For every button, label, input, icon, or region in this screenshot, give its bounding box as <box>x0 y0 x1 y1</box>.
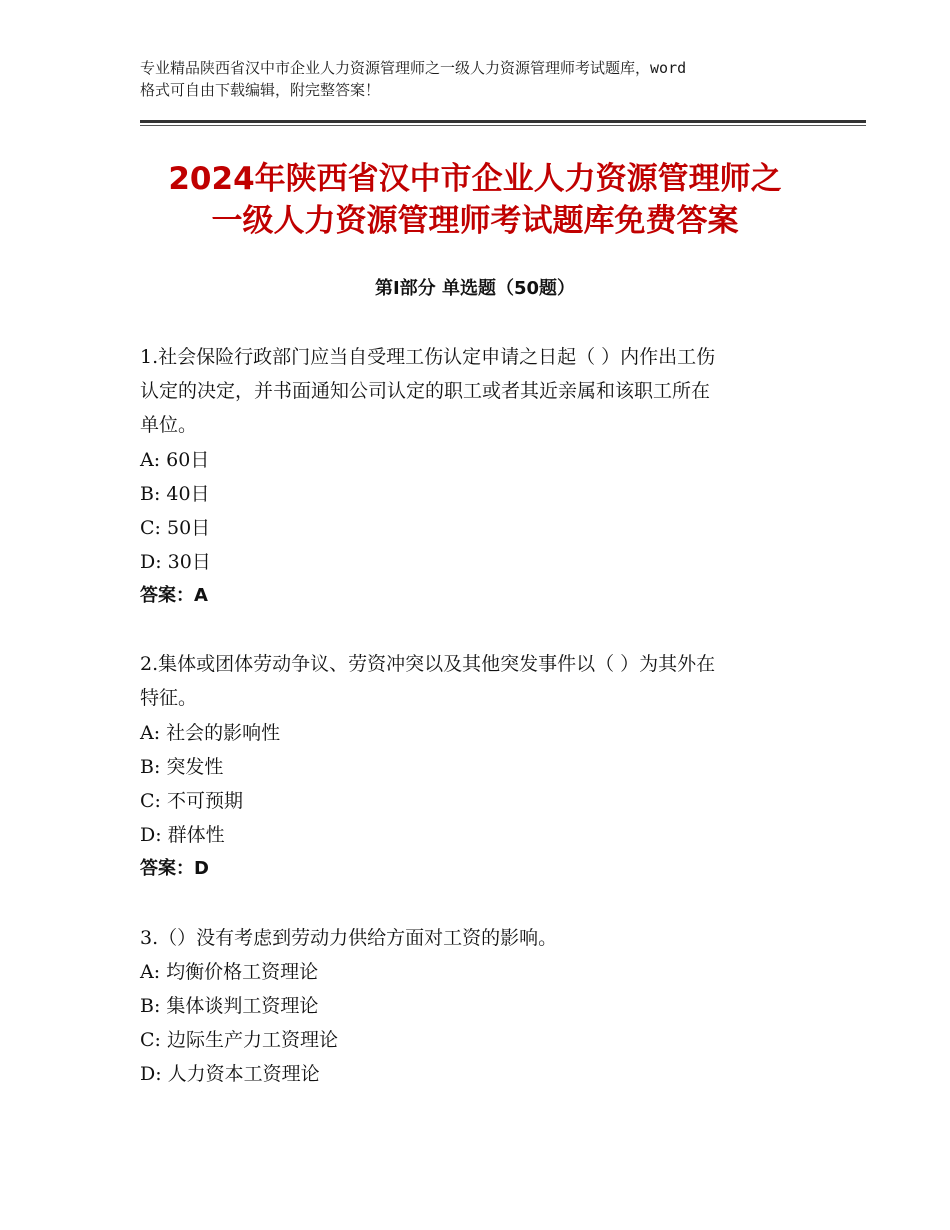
header-divider-thin <box>140 125 866 126</box>
question-2-option-d: D: 群体性 <box>140 824 225 846</box>
document-title <box>100 158 850 242</box>
document-title-line-2: 一级人力资源管理师考试题库免费答案 <box>211 203 739 239</box>
question-1-stem-line-3: 单位。 <box>140 414 198 436</box>
question-2-stem-line-2: 特征。 <box>140 687 198 709</box>
question-3-option-d: D: 人力资本工资理论 <box>140 1063 320 1085</box>
question-1-stem-line-1: 1.社会保险行政部门应当自受理工伤认定申请之日起（ ）内作出工伤 <box>140 346 716 368</box>
question-1-option-a: A: 60日 <box>140 449 210 471</box>
question-1-stem-line-2: 认定的决定，并书面通知公司认定的职工或者其近亲属和该职工所在 <box>140 380 711 402</box>
header-note <box>140 57 840 101</box>
question-1-option-d: D: 30日 <box>140 551 211 573</box>
document-title-line-1: 2024年陕西省汉中市企业人力资源管理师之 <box>168 161 782 197</box>
question-3-option-c: C: 边际生产力工资理论 <box>140 1029 338 1051</box>
question-2-option-a: A: 社会的影响性 <box>140 722 281 744</box>
question-2-answer: 答案：D <box>140 858 209 879</box>
question-2-stem-line-1: 2.集体或团体劳动争议、劳资冲突以及其他突发事件以（ ）为其外在 <box>140 653 716 675</box>
question-2-option-b: B: 突发性 <box>140 756 224 778</box>
header-divider-thick <box>140 120 866 123</box>
question-1-option-c: C: 50日 <box>140 517 211 539</box>
question-3-stem-line-1: 3.（）没有考虑到劳动力供给方面对工资的影响。 <box>140 927 558 949</box>
question-3-option-b: B: 集体谈判工资理论 <box>140 995 319 1017</box>
header-note-line-1: 专业精品陕西省汉中市企业人力资源管理师之一级人力资源管理师考试题库，word <box>140 59 687 77</box>
question-3-option-a: A: 均衡价格工资理论 <box>140 961 319 983</box>
header-note-line-2: 格式可自由下载编辑，附完整答案！ <box>140 81 381 99</box>
section-heading: 第Ⅰ部分 单选题（50题） <box>374 278 575 299</box>
question-1-option-b: B: 40日 <box>140 483 210 505</box>
question-2-option-c: C: 不可预期 <box>140 790 243 812</box>
question-1-answer: 答案：A <box>140 585 208 606</box>
